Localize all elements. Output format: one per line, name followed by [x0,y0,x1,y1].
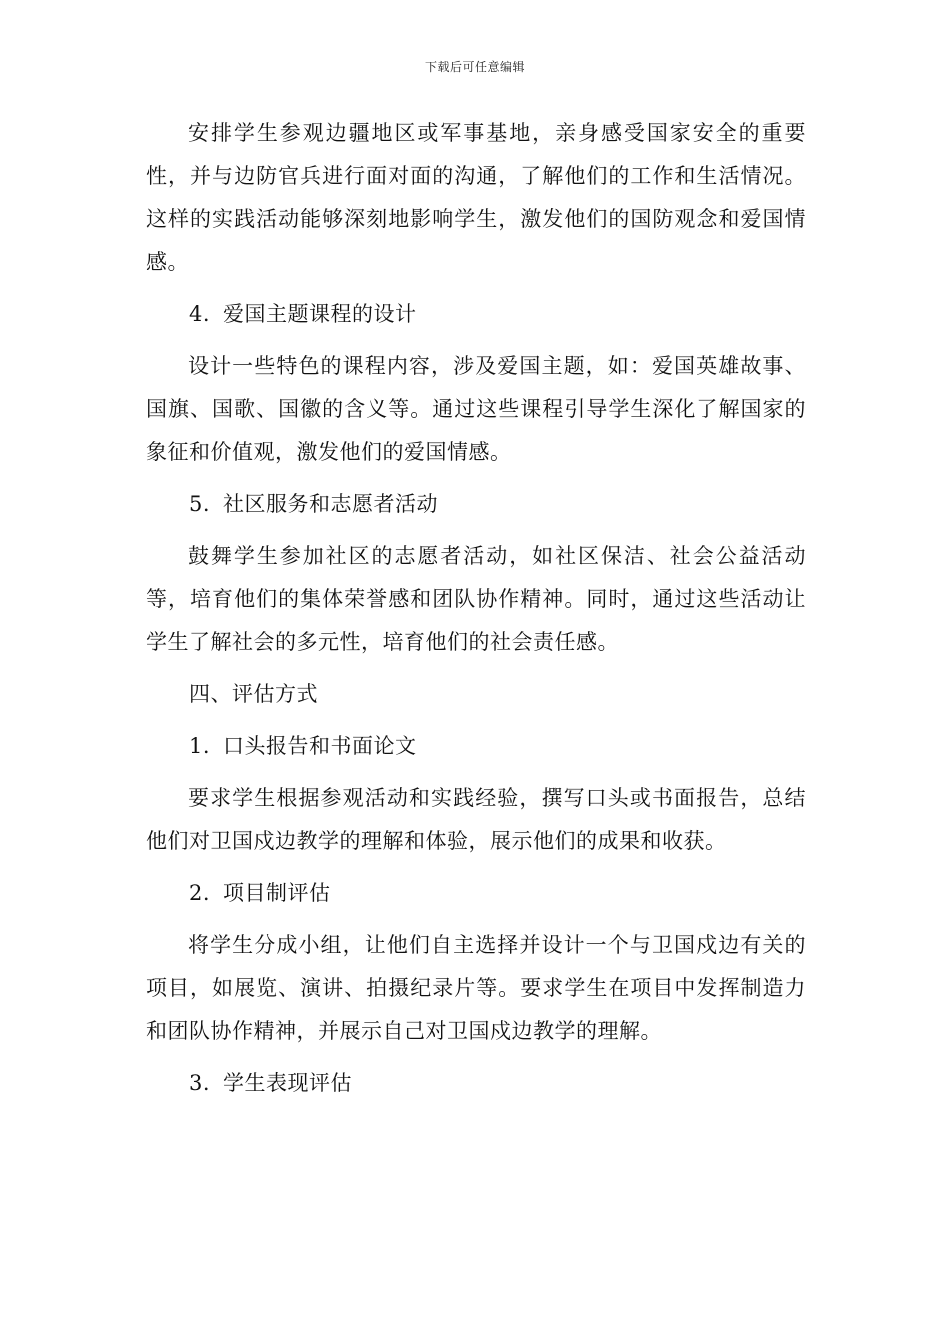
page-header: 下载后可任意编辑 [424,60,525,74]
heading-number: 1. [189,734,211,758]
document-body [146,112,806,1114]
heading-number: 2. [189,881,211,905]
heading-student-performance [146,1062,806,1105]
heading-number: 4. [189,302,211,326]
heading-text: 口头报告和书面论文 [223,734,417,758]
heading-patriotic-course [146,293,806,336]
heading-number: 5. [189,492,211,516]
paragraph-patriotic-course: 设计一些特色的课程内容，涉及爱国主题，如：爱国英雄故事、国旗、国歌、国徽的含义等。通过这些课程引导学生深化了解国家的象征和价值观，激发他们的爱国情感。 [146,354,806,464]
heading-project-evaluation [146,872,806,915]
heading-number: 3. [189,1071,211,1095]
heading-community-service [146,483,806,526]
heading-text: 爱国主题课程的设计 [223,302,417,326]
paragraph-project-evaluation: 将学生分成小组，让他们自主选择并设计一个与卫国戍边有关的项目，如展览、演讲、拍摄纪录片等。要求学生在项目中发挥制造力和团队协作精神，并展示自己对卫国戍边教学的理解。 [146,933,806,1043]
heading-text: 社区服务和志愿者活动 [223,492,438,516]
heading-oral-written-report [146,725,806,768]
paragraph-community-service: 鼓舞学生参加社区的志愿者活动，如社区保洁、社会公益活动等，培育他们的集体荣誉感和团队协作精神。同时，通过这些活动让学生了解社会的多元性，培育他们的社会责任感。 [146,544,806,654]
heading-text: 学生表现评估 [223,1071,352,1095]
section-heading-evaluation: 四、评估方式 [189,682,318,706]
paragraph-field-trip: 安排学生参观边疆地区或军事基地，亲身感受国家安全的重要性，并与边防官兵进行面对面的沟通，了解他们的工作和生活情况。这样的实践活动能够深刻地影响学生，激发他们的国防观念和爱国情感。 [146,121,806,274]
heading-text: 项目制评估 [223,881,331,905]
paragraph-oral-written-report: 要求学生根据参观活动和实践经验，撰写口头或书面报告，总结他们对卫国戍边教学的理解和体验，展示他们的成果和收获。 [146,786,806,853]
